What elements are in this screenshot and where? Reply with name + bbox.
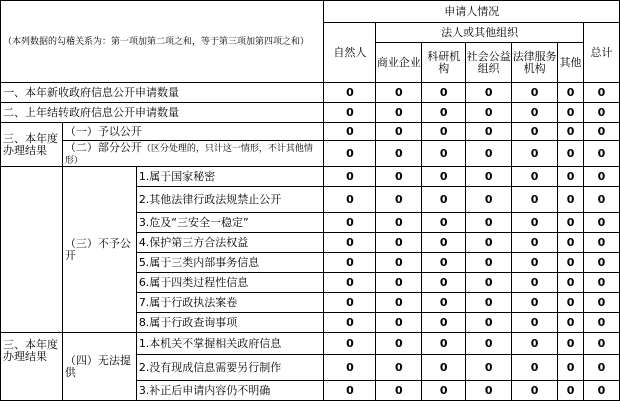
item-state-secret: 1.属于国家秘密 [136, 167, 324, 187]
cell-value: 0 [422, 123, 466, 141]
cell-value: 0 [422, 333, 466, 355]
cell-value: 0 [512, 123, 558, 141]
cell-value: 0 [376, 123, 422, 141]
cell-value: 0 [584, 293, 620, 313]
cell-value: 0 [584, 123, 620, 141]
cell-value: 0 [512, 187, 558, 213]
section-result-label: 三、本年度办理结果 [1, 123, 63, 167]
cell-value: 0 [324, 141, 376, 167]
cell-value: 0 [324, 355, 376, 381]
cell-value: 0 [422, 213, 466, 233]
cell-value: 0 [324, 253, 376, 273]
cell-value: 0 [376, 253, 422, 273]
cell-value: 0 [324, 313, 376, 333]
cell-value: 0 [466, 187, 512, 213]
table-row [1, 167, 620, 187]
cell-value: 0 [376, 103, 422, 123]
header-research: 科研机构 [422, 43, 466, 83]
cell-value: 0 [466, 313, 512, 333]
section-result-label-repeat-text: 三、本年度办理结果 [3, 338, 58, 363]
cell-value: 0 [376, 355, 422, 381]
cell-value: 0 [512, 233, 558, 253]
cell-value: 0 [512, 213, 558, 233]
cell-value: 0 [376, 233, 422, 253]
cell-value: 0 [512, 313, 558, 333]
header-other: 其他 [558, 43, 584, 83]
cell-value: 0 [584, 355, 620, 381]
item-three-security: 3.危及“三安全一稳定” [136, 213, 324, 233]
cell-value: 0 [558, 233, 584, 253]
cell-value: 0 [558, 187, 584, 213]
cell-value: 0 [466, 213, 512, 233]
group-fully-disclosed: （一）予以公开 [62, 123, 324, 141]
table-row [1, 333, 620, 355]
cell-value: 0 [558, 273, 584, 293]
section-result-label-repeat [1, 333, 63, 401]
group-not-disclosed: （三）不予公开 [62, 167, 136, 333]
header-business: 商业企业 [376, 43, 422, 83]
cell-value: 0 [512, 293, 558, 313]
cell-value: 0 [558, 213, 584, 233]
cell-value: 0 [584, 273, 620, 293]
cell-value: 0 [324, 187, 376, 213]
cell-value: 0 [512, 103, 558, 123]
header-natural-person: 自然人 [324, 23, 376, 83]
cell-value: 0 [422, 167, 466, 187]
cell-value: 0 [584, 381, 620, 401]
header-legal-group: 法人或其他组织 [376, 23, 584, 43]
cell-value: 0 [324, 123, 376, 141]
cell-value: 0 [422, 103, 466, 123]
cell-value: 0 [558, 167, 584, 187]
cell-value: 0 [376, 293, 422, 313]
cell-value: 0 [422, 253, 466, 273]
cell-value: 0 [558, 381, 584, 401]
cell-value: 0 [584, 187, 620, 213]
table-row [1, 123, 620, 141]
cell-value: 0 [466, 253, 512, 273]
header-legal-service: 法律服务机构 [512, 43, 558, 83]
cell-value: 0 [376, 213, 422, 233]
cell-value: 0 [558, 83, 584, 103]
item-third-party: 4.保护第三方合法权益 [136, 233, 324, 253]
header-note: （本列数据的勾稽关系为：第一项加第二项之和，等于第三项加第四项之和） [1, 1, 324, 83]
header-total: 总计 [584, 23, 620, 83]
item-law-prohibited: 2.其他法律行政法规禁止公开 [136, 187, 324, 213]
item-still-unclear: 3.补正后申请内容仍不明确 [136, 381, 324, 401]
group-partially-disclosed [62, 141, 324, 167]
cell-value: 0 [466, 141, 512, 167]
item-enforcement-files: 7.属于行政执法案卷 [136, 293, 324, 313]
row-carried-over: 二、上年结转政府信息公开申请数量 [1, 103, 324, 123]
cell-value: 0 [466, 355, 512, 381]
item-not-held: 1.本机关不掌握相关政府信息 [136, 333, 324, 355]
cell-value: 0 [512, 167, 558, 187]
cell-value: 0 [324, 103, 376, 123]
item-process-info: 6.属于四类过程性信息 [136, 273, 324, 293]
cell-value: 0 [376, 83, 422, 103]
cell-value: 0 [376, 273, 422, 293]
cell-value: 0 [584, 213, 620, 233]
section-result-blank [1, 167, 63, 333]
cell-value: 0 [512, 273, 558, 293]
cell-value: 0 [512, 333, 558, 355]
cell-value: 0 [584, 313, 620, 333]
cell-value: 0 [466, 83, 512, 103]
cell-value: 0 [324, 83, 376, 103]
cell-value: 0 [558, 103, 584, 123]
cell-value: 0 [558, 355, 584, 381]
header-applicant: 申请人情况 [324, 1, 620, 23]
item-internal-affairs: 5.属于三类内部事务信息 [136, 253, 324, 273]
cell-value: 0 [324, 213, 376, 233]
cell-value: 0 [422, 141, 466, 167]
cell-value: 0 [512, 141, 558, 167]
cell-value: 0 [376, 167, 422, 187]
cell-value: 0 [422, 313, 466, 333]
group-partially-disclosed-label: （二）部分公开 [64, 140, 142, 154]
cell-value: 0 [558, 141, 584, 167]
cell-value: 0 [466, 273, 512, 293]
cell-value: 0 [324, 333, 376, 355]
cell-value: 0 [558, 253, 584, 273]
table-row [1, 141, 620, 167]
cell-value: 0 [324, 273, 376, 293]
cell-value: 0 [422, 187, 466, 213]
cell-value: 0 [466, 167, 512, 187]
cell-value: 0 [376, 141, 422, 167]
cell-value: 0 [422, 293, 466, 313]
cell-value: 0 [466, 293, 512, 313]
cell-value: 0 [584, 333, 620, 355]
cell-value: 0 [584, 233, 620, 253]
cell-value: 0 [558, 333, 584, 355]
cell-value: 0 [324, 381, 376, 401]
item-needs-creation: 2.没有现成信息需要另行制作 [136, 355, 324, 381]
cell-value: 0 [584, 253, 620, 273]
cell-value: 0 [376, 313, 422, 333]
cell-value: 0 [422, 233, 466, 253]
cell-value: 0 [466, 233, 512, 253]
cell-value: 0 [466, 103, 512, 123]
cell-value: 0 [466, 381, 512, 401]
cell-value: 0 [558, 123, 584, 141]
cell-value: 0 [558, 293, 584, 313]
group-cannot-provide: （四）无法提供 [62, 333, 136, 401]
cell-value: 0 [584, 103, 620, 123]
cell-value: 0 [466, 333, 512, 355]
cell-value: 0 [584, 167, 620, 187]
cell-value: 0 [584, 141, 620, 167]
cell-value: 0 [512, 381, 558, 401]
cell-value: 0 [376, 187, 422, 213]
cell-value: 0 [376, 333, 422, 355]
header-social: 社会公益组织 [466, 43, 512, 83]
table-row [1, 103, 620, 123]
cell-value: 0 [422, 273, 466, 293]
item-admin-inquiry: 8.属于行政查询事项 [136, 313, 324, 333]
table-row [1, 83, 620, 103]
cell-value: 0 [512, 83, 558, 103]
cell-value: 0 [324, 167, 376, 187]
cell-value: 0 [466, 123, 512, 141]
cell-value: 0 [376, 381, 422, 401]
cell-value: 0 [422, 83, 466, 103]
cell-value: 0 [422, 381, 466, 401]
cell-value: 0 [584, 83, 620, 103]
cell-value: 0 [512, 253, 558, 273]
cell-value: 0 [512, 355, 558, 381]
cell-value: 0 [558, 313, 584, 333]
group-partially-disclosed-note: （区分处理的，只计这一情形，不计其他情形） [64, 143, 313, 166]
cell-value: 0 [324, 233, 376, 253]
cell-value: 0 [324, 293, 376, 313]
row-new-requests: 一、本年新收政府信息公开申请数量 [1, 83, 324, 103]
cell-value: 0 [422, 355, 466, 381]
